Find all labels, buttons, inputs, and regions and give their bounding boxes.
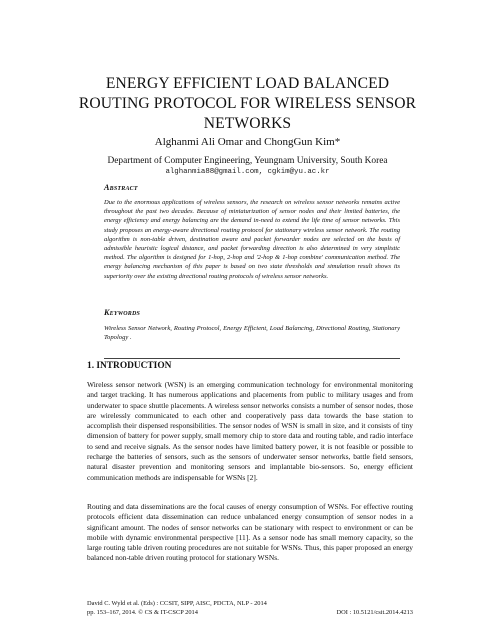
author-list: Alghanmi Ali Omar and ChongGun Kim* — [154, 136, 341, 148]
title-fragment: IRELESS — [289, 95, 356, 112]
heading-text: NTRODUCTION — [100, 361, 172, 371]
abstract-text: Due to the enormous applications of wireless sensors, the research on wireless sensor networks remains active throughout the past two decades. Because of miniaturization of sensor nodes and their limited batteries, the energy efficiency and energy balancing are the demand in-need to extend the life time of sensor networks. This study proposes an energy-aware directional routing protocol for stationary wireless sensor network. The routing algorithm is non-table driven, destination aware and packet forwarder nodes are selected on the basis of admissible heuristic logical distance, and packet forwarding direction is also determined in very simplistic method. The algorithm is designed for 1-hop, 2-hop and '2-hop & 1-hop combine' communication method. The energy balancing mechanism of this paper is based on two state thresholds and simulation result shows its superiority over the existing directional routing protocols of wireless sensor networks. — [104, 199, 400, 280]
section-divider — [104, 358, 400, 359]
title-fragment: ROTOCOL FOR — [162, 95, 275, 112]
title-line-2 — [40, 94, 455, 114]
body-paragraph-2: Routing and data disseminations are the focal causes of energy consumption of WSNs. For effective routing protocols efficient data dissemination can reduce unbalanced energy consumption of sensor nodes in a significant amount. The nodes of sensor networks can be stationary with respect to environment or can be mobile with dynamic environmental perspective [11]. As a sensor node has small memory capacity, so the large routing table driven routing procedures are not suitable for WSNs. Thus, this paper proposed an energy balanced non-table driven routing protocol for stationary WSNs. — [87, 502, 413, 563]
title-fragment: ALANCED — [313, 75, 390, 92]
heading-number: 1. I — [87, 361, 101, 371]
page-footer — [87, 599, 413, 617]
title-fragment: ENSOR — [364, 95, 417, 112]
title-fragment: P — [153, 95, 163, 112]
footer-proceedings: David C. Wyld et al. (Eds) : CCSIT, SIPP, AISC, PDCTA, NLP - 2014 — [87, 600, 267, 607]
introduction-heading — [87, 361, 171, 371]
footer-doi: DOI : 10.5121/csit.2014.4213 — [336, 609, 413, 616]
title-fragment: S — [355, 95, 365, 112]
paper-title — [40, 74, 455, 134]
title-fragment: ETWORKS — [215, 115, 292, 132]
abstract-heading: Abstract — [104, 183, 138, 192]
title-fragment: R — [78, 95, 90, 112]
footer-pages: pp. 153–167, 2014. © CS & IT-CSCP 2014 — [87, 609, 198, 616]
keywords-heading: Keywords — [104, 308, 141, 317]
affiliation: Department of Computer Engineering, Yeungnam University, South Korea — [107, 156, 388, 166]
title-line-1 — [40, 74, 455, 94]
title-fragment: NERGY EFFICIENT LOAD — [115, 75, 304, 92]
title-fragment: B — [303, 75, 314, 92]
title-fragment: E — [105, 75, 116, 92]
title-fragment: N — [203, 115, 216, 132]
keywords-text: Wireless Sensor Network, Routing Protocol, Energy Efficient, Load Balancing, Directional Routing, Stationary Topology . — [104, 325, 400, 342]
author-emails: alghanmia88@gmail.com, cgkim@yu.ac.kr — [165, 168, 330, 176]
title-fragment: OUTING — [89, 95, 154, 112]
title-fragment: W — [274, 95, 290, 112]
body-paragraph-1: Wireless sensor network (WSN) is an emerging communication technology for environmental monitoring and target tracking. It has numerous applications and placements from public to military usages and from underwater to space shuttle placements. A wireless sensor networks consists a number of sensor nodes, those are wirelessly communicated to each other and cooperatively pass data towards the base station to accomplish their dispensed responsibilities. The sensor nodes of WSN is small in size, and it consists of tiny dimension of battery for power supply, small memory chip to store data and routing table, and radio interface to send and receive signals. As the sensor nodes have limited battery power, it is not feasible or possible to recharge the batteries of sensors, such as the sensors of underwater sensor networks, battle field sensors, natural disaster prevention and monitoring sensors and implantable bio-sensors. So, energy efficient communication methods are indispensable for WSNs [2]. — [87, 380, 413, 482]
title-line-3 — [40, 114, 455, 134]
